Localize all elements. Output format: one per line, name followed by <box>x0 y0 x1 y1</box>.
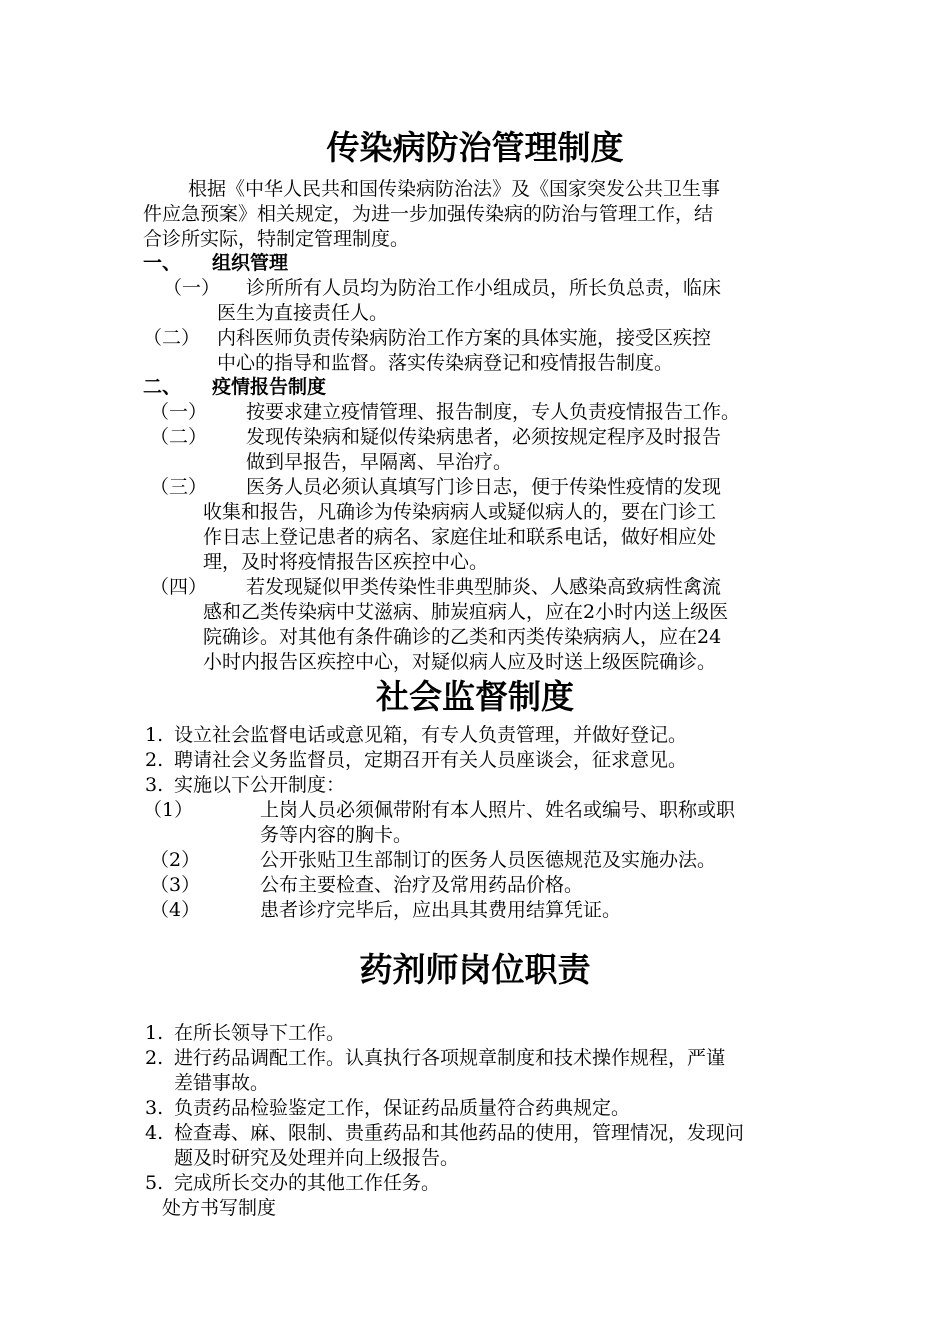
duty-item-5-line-1: 完成所长交办的其他工作任务。 <box>174 1172 441 1194</box>
report-item-4-line-1: 若发现疑似甲类传染性非典型肺炎、人感染高致病性禽流 <box>246 576 722 598</box>
report-item-1-number: （一） <box>150 401 208 423</box>
disclosure-item-4-line-1: 患者诊疗完毕后，应出具其费用结算凭证。 <box>260 899 622 921</box>
duty-item-4-line-1: 检查毒、麻、限制、贵重药品和其他药品的使用，管理情况，发现问 <box>174 1122 745 1144</box>
org-item-2-line-2: 中心的指导和监督。落实传染病登记和疫情报告制度。 <box>217 352 674 374</box>
org-item-1-line-1: 诊所所有人员均为防治工作小组成员，所长负总责，临床 <box>246 277 722 299</box>
supervision-item-2-number: 2. <box>145 749 164 771</box>
disclosure-item-1-number: （1） <box>143 799 194 821</box>
duty-item-5-number: 5. <box>145 1172 164 1194</box>
intro-line-2: 件应急预案》相关规定，为进一步加强传染病的防治与管理工作，结 <box>143 203 714 225</box>
supervision-item-1-text: 设立社会监督电话或意见箱，有专人负责管理，并做好登记。 <box>174 724 688 746</box>
report-item-1-line-1: 按要求建立疫情管理、报告制度，专人负责疫情报告工作。 <box>246 401 741 423</box>
report-item-4-number: （四） <box>150 576 208 598</box>
report-item-2-line-2: 做到早报告，早隔离、早治疗。 <box>246 451 513 473</box>
report-item-3-number: （三） <box>150 476 208 498</box>
report-item-3-line-2: 收集和报告，凡确诊为传染病病人或疑似病人的，要在门诊工 <box>203 501 717 523</box>
org-item-2-line-1: 内科医师负责传染病防治工作方案的具体实施，接受区疾控 <box>217 327 712 349</box>
report-item-2-number: （二） <box>150 426 208 448</box>
trailer-heading: 处方书写制度 <box>162 1197 277 1219</box>
supervision-item-3-number: 3. <box>145 774 164 796</box>
heading-organization: 组织管理 <box>212 252 289 274</box>
duty-item-3-number: 3. <box>145 1097 164 1119</box>
duty-item-4-line-2: 题及时研究及处理并向上级报告。 <box>174 1147 460 1169</box>
report-item-3-line-4: 理，及时将疫情报告区疾控中心。 <box>203 551 489 573</box>
duty-item-2-number: 2. <box>145 1047 164 1069</box>
report-item-2-line-1: 发现传染病和疑似传染病患者，必须按规定程序及时报告 <box>246 426 722 448</box>
intro-line-1: 根据《中华人民共和国传染病防治法》及《国家突发公共卫生事 <box>188 178 721 200</box>
duty-item-3-line-1: 负责药品检验鉴定工作，保证药品质量符合药典规定。 <box>174 1097 631 1119</box>
report-item-4-line-2: 感和乙类传染病中艾滋病、肺炭疽病人，应在2小时内送上级医 <box>203 601 729 623</box>
duty-item-4-number: 4. <box>145 1122 164 1144</box>
duty-item-1-number: 1. <box>145 1022 164 1044</box>
supervision-item-2-text: 聘请社会义务监督员，定期召开有关人员座谈会，征求意见。 <box>174 749 688 771</box>
report-item-3-line-3: 作日志上登记患者的病名、家庭住址和联系电话，做好相应处 <box>203 526 717 548</box>
disclosure-item-4-number: （4） <box>150 899 201 921</box>
duty-item-1-line-1: 在所长领导下工作。 <box>174 1022 346 1044</box>
heading-1-number: 一、 <box>143 252 182 274</box>
supervision-item-3-text: 实施以下公开制度： <box>174 774 346 796</box>
disclosure-item-2-number: （2） <box>150 849 201 871</box>
report-item-3-line-1: 医务人员必须认真填写门诊日志，便于传染性疫情的发现 <box>246 476 722 498</box>
title-infectious-disease: 传染病防治管理制度 <box>326 128 624 167</box>
intro-line-3: 合诊所实际，特制定管理制度。 <box>143 228 410 250</box>
title-pharmacist-duties: 药剂师岗位职责 <box>359 950 591 989</box>
report-item-4-line-4: 小时内报告区疾控中心，对疑似病人应及时送上级医院确诊。 <box>203 651 717 673</box>
duty-item-2-line-2: 差错事故。 <box>174 1072 270 1094</box>
disclosure-item-2-line-1: 公开张贴卫生部制订的医务人员医德规范及实施办法。 <box>260 849 717 871</box>
heading-2-number: 二、 <box>143 376 182 398</box>
disclosure-item-1-line-2: 务等内容的胸卡。 <box>260 824 413 846</box>
org-item-1-number: （一） <box>163 277 221 299</box>
supervision-item-1-number: 1. <box>145 724 164 746</box>
disclosure-item-3-number: （3） <box>150 874 201 896</box>
disclosure-item-3-line-1: 公布主要检查、治疗及常用药品价格。 <box>260 874 584 896</box>
heading-epidemic-report: 疫情报告制度 <box>212 376 327 398</box>
report-item-4-line-3: 院确诊。对其他有条件确诊的乙类和丙类传染病病人，应在24 <box>203 626 722 648</box>
duty-item-2-line-1: 进行药品调配工作。认真执行各项规章制度和技术操作规程，严谨 <box>174 1047 726 1069</box>
disclosure-item-1-line-1: 上岗人员必须佩带附有本人照片、姓名或编号、职称或职 <box>260 799 736 821</box>
org-item-2-number: （二） <box>143 327 201 349</box>
title-social-supervision: 社会监督制度 <box>376 677 574 716</box>
org-item-1-line-2: 医生为直接责任人。 <box>217 302 389 324</box>
